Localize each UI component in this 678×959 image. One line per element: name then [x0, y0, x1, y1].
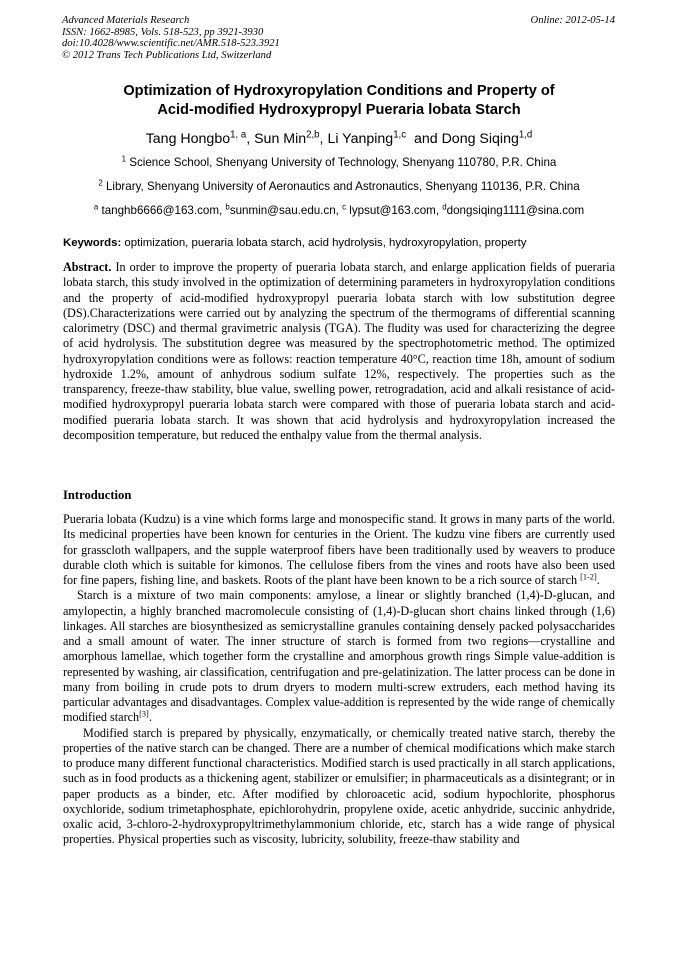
doi-line: doi:10.4028/www.scientific.net/AMR.518-523.3921: [62, 38, 280, 50]
email-link[interactable]: tanghb6666@163.com,: [101, 204, 226, 217]
abstract-text: In order to improve the property of pueraria lobata starch, and enlarge application fields of pueraria lobata starch, this study involved in the optimization of determining parameters in hydroxyropylation conditions and the property of acid-modified hydroxypropyl pueraria lobata starch with low substitution degree (DS).Characterizations were carried out by analyzing the spectrum of the thermograms of differential scanning calorimetry (DSC) and thermal gravimetric analysis (TGA). The fludity was used for characterizing the degree of acid hydrolysis. The substitution degree was measured by the spectrophotometric method. The optimized hydroxyropylation conditions were as follows: reaction temperature 40°C, reaction time 18h, amount of sodium hydroxide 1.2%, amount of anhydrous sodium sulfate 12%, respectively. The properties such as the transparency, freeze-thaw stability, blue value, swelling power, retrogradation, acid and alkali resistance of acid-modified hydroxypropyl pueraria lobata starch were compared with those of pueraria lobata starch and acid-modified pueraria lobata starch. It was shown that acid hydrolysis and hydroxyropylation increased the decomposition temperature, but reduced the enthalpy value from the thermal analysis.: [63, 260, 615, 442]
author-emails: $^a$ tanghb6666@163.com, $^b$sunmin@sau.edu.cn, $^c$ lypsut@163.com, $^d$dongsiqing1111@sina.com: [93, 202, 585, 217]
online-date: Online: 2012-05-14: [530, 15, 615, 26]
author: Tang Hongbo$^{1, a}$,: [145, 129, 255, 147]
keywords-label: Keywords:: [63, 237, 122, 249]
abstract-label: Abstract.: [63, 260, 112, 274]
author: Dong Siqing$^{1,d}$: [441, 129, 533, 147]
citation[interactable]: [3]: [139, 709, 149, 719]
citation[interactable]: [1-2]: [580, 572, 597, 582]
paragraph: Modified starch is prepared by physically, enzymatically, or chemically treated native starch, thereby the properties of the native starch can be changed. There are a number of chemical modifications which make starch to produce many different functional characteristics. Modified starch is used practically in all starch applications, such as in food products as a thickening agent, stabilizer or emulsifier; in pharmaceuticals as a disintegrant; or in paper products as a binder, etc. After modified by chloroacetic acid, sodium hypochlorite, phosphorus oxychloride, sodium trimetaphosphate, epichlorohydrin, propylene oxide, acetic anhydride, succinic anhydride, oxalic acid, 3-chloro-2-hydroxypropyltrimethylammonium chloride, etc, starch has a wide range of physical properties. Physical properties such as viscosity, lubricity, solubility, freeze-thaw stability and: [63, 725, 615, 847]
email-link[interactable]: dongsiqing1111@sina.com: [446, 204, 585, 217]
keywords-text: optimization, pueraria lobata starch, acid hydrolysis, hydroxyropylation, property: [124, 237, 527, 249]
issn-line: ISSN: 1662-8985, Vols. 518-523, pp 3921-3930: [62, 26, 264, 38]
affiliation-2: $^2$ Library, Shenyang University of Aeronautics and Astronautics, Shenyang 110136, P.R. China: [98, 178, 580, 193]
introduction-body: [63, 512, 615, 848]
paper-title: [40, 82, 638, 120]
abstract: [63, 260, 615, 443]
affiliation-1: $^1$ Science School, Shenyang University of Technology, Shenyang 110780, P.R. China: [121, 154, 557, 169]
journal-name: Advanced Materials Research: [62, 15, 190, 26]
author: Li Yanping$^{1,c}$ and: [327, 129, 442, 147]
title-line-1: Optimization of Hydroxyropylation Conditions and Property of: [123, 83, 555, 99]
introduction-heading: Introduction: [63, 488, 132, 502]
paragraph: Pueraria lobata (Kudzu) is a vine which forms large and monospecific stand. It grows in many parts of the world. Its medicinal properties have been known for centuries in the Orient. The kudzu vine fibers are currently used for grasscloth wallpapers, and the supple waterproof fibers have been traditionally used by weavers to produce durable cloth which is suitable for kimonos. The cellulose fibers from the vines and roots have also been used for fine papers, fishing line, and baskets. Roots of the plant have been known to be a rich source of starch [1-2].: [63, 512, 615, 587]
journal-header: [62, 15, 280, 61]
paragraph: Starch is a mixture of two main components: amylose, a linear or slightly branched (1,4)-D-glucan, and amylopectin, a highly branched macromolecule consisting of (1,4)-D-glucan short chains linked through (1,6) linkages. All starches are biosynthesized as semicrystalline granules containing densely packed polysaccharides and a small amount of water. The inner structure of starch is formed from two regions—crystalline and amorphous lamellae, which together form the crystalline and amorphous growth rings Simple value-addition is represented by washing, air classification, centrifugation and pre-gelatinization. The latter process can be done in many from boiling in crude pots to drum dryers to modern multi-screw extruders, each method having its particular advantages and disadvantages. Complex value-addition is represented by the wide range of chemically modified starch[3].: [63, 588, 615, 725]
email-link[interactable]: sunmin@sau.edu.cn,: [229, 204, 343, 217]
author: Sun Min$^{2,b}$,: [254, 129, 328, 147]
keywords: [63, 236, 615, 250]
author-list: [40, 130, 638, 148]
email-link[interactable]: lypsut@163.com,: [349, 204, 443, 217]
copyright-line: © 2012 Trans Tech Publications Ltd, Switzerland: [62, 49, 272, 61]
title-line-2: Acid-modified Hydroxypropyl Pueraria lobata Starch: [157, 102, 521, 118]
